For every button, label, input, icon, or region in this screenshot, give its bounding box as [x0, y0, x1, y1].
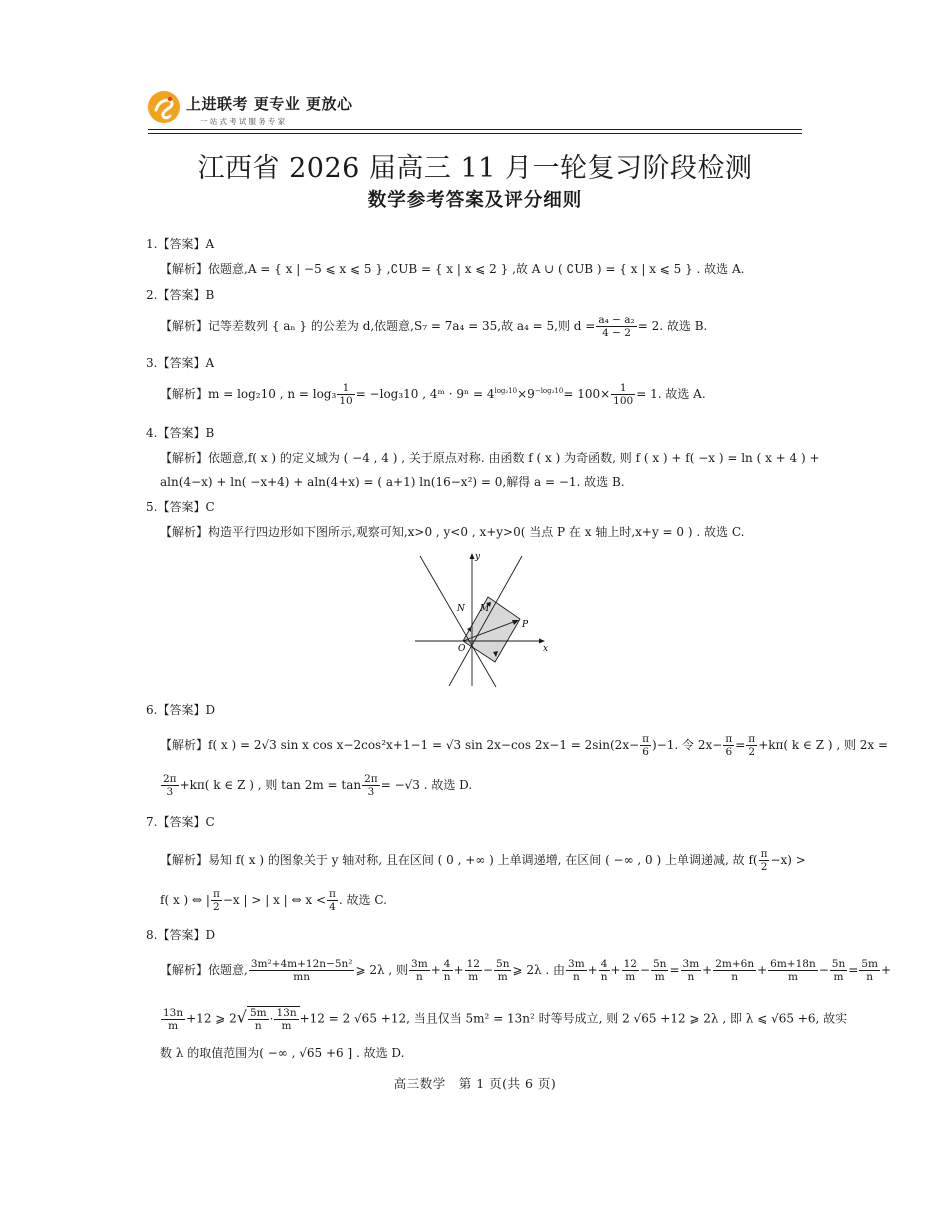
brand-slogan: 上进联考 更专业 更放心	[186, 95, 353, 113]
header-rule	[148, 129, 802, 130]
answer-1: 1.【答案】A	[146, 237, 215, 251]
origin-label: O	[458, 644, 466, 654]
answer-5: 5.【答案】C	[146, 500, 215, 514]
solution-4-line-1: 【解析】依题意,f( x ) 的定义域为 ( −4 , 4 ) , 关于原点对称. 由函数 f ( x ) 为奇函数, 则 f ( x ) + f( −x ) = ln ( x + 4 ) +	[160, 451, 820, 465]
solution-2: 【解析】记等差数列 { aₙ } 的公差为 d,依题意,S₇ = 7a₄ = 35,故 a₄ = 5,则 d = $\frac{\text{a₄ − a₂}}{4 - 2}$ = 2. 故选 B.	[160, 314, 708, 339]
solution-8-line-3: 数 λ 的取值范围为( −∞ , √65 +6 ] . 故选 D.	[160, 1046, 405, 1060]
answer-7: 7.【答案】C	[146, 815, 215, 829]
point-n-label: N	[457, 604, 465, 614]
solution-3: 【解析】m = log₂10 , n = log₃ $\frac{1}{10}$ = −log₃10 , 4ᵐ · $9^n = 4^{log_210}\times 9^{-log_310}= 100\times$ $\frac{1}{100}$ = 1. 故选 A.	[160, 382, 706, 407]
point-p-label: P	[522, 620, 529, 630]
shaded-parallelogram	[463, 597, 520, 662]
header-rule-thin	[148, 133, 802, 134]
answer-6: 6.【答案】D	[146, 703, 216, 717]
solution-6-line-1: 【解析】f( x ) = 2√3 sin x cos x−2cos²x+1−1 = √3 sin 2x−cos 2x−1 = 2sin(2x− $\frac{\pi}{6}$ )−1. 令 2x− $\frac{\pi}{6}$ = $\frac{\pi}{2}$ +kπ( k ∈ Z ) , 则 2x =	[160, 733, 889, 758]
point-m-label: M	[480, 604, 490, 614]
answer-3: 3.【答案】A	[146, 356, 215, 370]
logo-icon	[147, 90, 181, 124]
brand-sub-slogan: 一站式考试服务专家	[200, 117, 288, 126]
x-label: x	[543, 644, 549, 654]
solution-7-line-2: f( x ) ⇔ | $\frac{\pi}{2}$ −x | > | x | ⇔ x < $\frac{\pi}{4}$ . 故选 C.	[160, 888, 387, 913]
parallelogram-figure	[412, 548, 550, 690]
page-title: 江西省 2026 届高三 11 月一轮复习阶段检测	[197, 153, 753, 184]
solution-6-line-2: $\frac{2\pi}{3}$ +kπ( k ∈ Z ) , 则 tan 2m = tan $\frac{2\pi}{3}$ = −√3 . 故选 D.	[163, 773, 473, 798]
solution-8-line-2: $\frac{13n}{m}$ +12 ⩾ 2√ $\frac{5m}{n}$ · $\frac{13n}{m}$ +12 = 2 √65 +12, 当且仅当 5m² = 13n² 时等号成立, 则 2 √65 +12 ⩾ 2λ , 即 λ ⩽ √65 +6, 故实	[163, 1006, 848, 1032]
page-subtitle: 数学参考答案及评分细则	[367, 190, 583, 211]
answer-2: 2.【答案】B	[146, 288, 215, 302]
solution-7-line-1: 【解析】易知 f( x ) 的图象关于 y 轴对称, 且在区间 ( 0 , +∞ ) 上单调递增, 在区间 ( −∞ , 0 ) 上单调递减, 故 f( $\frac{\pi}{2}$ −x) >	[160, 848, 806, 873]
fraction: $\frac{\text{a₄ − a₂}}{4 - 2}$	[598, 314, 635, 339]
answer-4: 4.【答案】B	[146, 426, 215, 440]
y-label: y	[475, 552, 481, 562]
answer-8: 8.【答案】D	[146, 928, 216, 942]
solution-1: 【解析】依题意,A = { x | −5 ⩽ x ⩽ 5 } ,∁UB = { x | x ⩽ 2 } ,故 A ∪ ( ∁UB ) = { x | x ⩽ 5 } . 故选 A.	[160, 262, 745, 276]
solution-8-line-1: 【解析】依题意, $\frac{\text{3m²+4m+12n−5n²}}{mn}$ ⩾ 2λ , 则 $\frac{3m}{n}$ + $\frac{4}{n}$ + $\frac{12}{m}$ − $\frac{5n}{m}$ ⩾ 2λ . 由 $\frac{3m}{n}$ + $\frac{4}{n}$ + $\frac{12}{m}$ − $\frac{5n}{m}$ = $\frac{3m}{n}$ + $\frac{2m+6n}{n}$ + $\frac{6m+18n}{m}$ − $\frac{5n}{m}$ = $\frac{5m}{n}$ +	[160, 958, 892, 983]
solution-4-line-2: aln(4−x) + ln( −x+4) + aln(4+x) = ( a+1) ln(16−x²) = 0,解得 a = −1. 故选 B.	[160, 475, 625, 489]
solution-5: 【解析】构造平行四边形如下图所示,观察可知,x>0 , y<0 , x+y>0( 当点 P 在 x 轴上时,x+y = 0 ) . 故选 C.	[160, 525, 745, 539]
page-footer: 高三数学 第 1 页(共 6 页)	[393, 1076, 557, 1091]
